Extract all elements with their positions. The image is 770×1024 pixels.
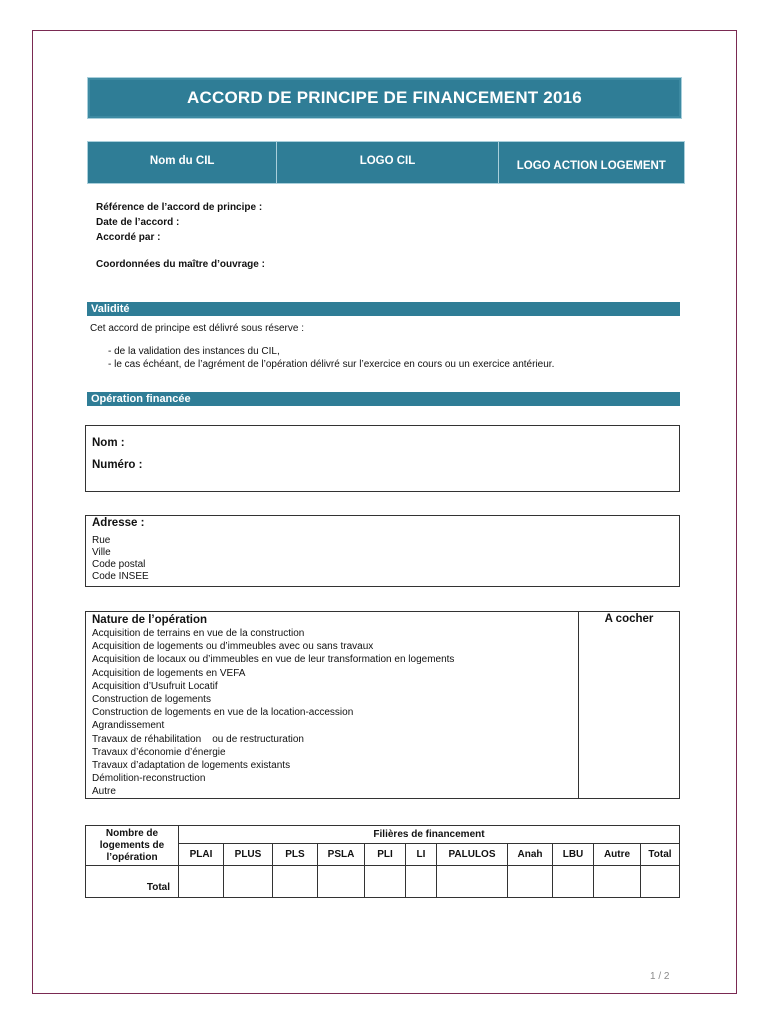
column-header: PLAI	[179, 844, 224, 866]
nature-item: Travaux de réhabilitation ou de restructuration	[92, 733, 304, 745]
financing-group-header: Filières de financement	[179, 826, 680, 844]
nature-item: Acquisition d’Usufruit Locatif	[92, 680, 218, 692]
operation-name-label: Nom :	[92, 437, 125, 449]
cil-name-cell: Nom du CIL	[88, 142, 277, 183]
document-title: ACCORD DE PRINCIPE DE FINANCEMENT 2016	[87, 77, 682, 119]
table-cell[interactable]	[179, 866, 224, 898]
nature-item: Travaux d’adaptation de logements existants	[92, 760, 291, 772]
validity-item: - le cas échéant, de l’agrément de l’opération délivré sur l’exercice en cours ou un exercice antérieur.	[108, 359, 555, 370]
cil-logo-cell: LOGO CIL	[277, 142, 498, 183]
address-line: Rue	[92, 535, 111, 546]
address-box	[85, 515, 680, 587]
address-line: Ville	[92, 547, 111, 558]
column-header: Autre	[594, 844, 641, 866]
validity-item: - de la validation des instances du CIL,	[108, 346, 280, 357]
column-header: PLS	[273, 844, 318, 866]
action-logement-logo-cell: LOGO ACTION LOGEMENT	[516, 159, 666, 172]
operation-nature-table	[85, 611, 680, 799]
column-header: Anah	[508, 844, 553, 866]
nature-item: Construction de logements en vue de la location-accession	[92, 707, 354, 719]
check-column[interactable]	[579, 612, 679, 798]
table-cell[interactable]	[318, 866, 365, 898]
address-line: Code postal	[92, 559, 146, 570]
validity-section-heading: Validité	[87, 302, 680, 316]
column-header: PSLA	[318, 844, 365, 866]
date-label: Date de l’accord :	[96, 217, 180, 228]
table-cell[interactable]	[224, 866, 273, 898]
header-row	[87, 141, 685, 184]
nature-item: Travaux d’économie d’énergie	[92, 746, 226, 758]
total-row-label: Total	[86, 866, 179, 898]
nature-item: Autre	[92, 786, 116, 798]
operation-section-heading: Opération financée	[87, 392, 680, 406]
address-heading: Adresse :	[92, 517, 145, 529]
column-header: PLI	[365, 844, 406, 866]
reference-label: Référence de l’accord de principe :	[96, 202, 263, 213]
table-cell[interactable]	[406, 866, 437, 898]
reference-block	[96, 200, 262, 245]
column-header: LBU	[553, 844, 594, 866]
table-cell[interactable]	[437, 866, 508, 898]
table-cell[interactable]	[508, 866, 553, 898]
column-header: PLUS	[224, 844, 273, 866]
page-number: 1 / 2	[650, 971, 670, 982]
column-header: Total	[641, 844, 680, 866]
column-header: LI	[406, 844, 437, 866]
table-cell[interactable]	[641, 866, 680, 898]
operation-box	[85, 425, 680, 492]
financing-table	[85, 825, 680, 898]
check-column-heading: A cocher	[604, 613, 654, 625]
nature-item: Agrandissement	[92, 720, 165, 732]
address-line: Code INSEE	[92, 571, 149, 582]
operation-number-label: Numéro :	[92, 459, 143, 471]
nature-item: Acquisition de logements ou d’immeubles avec ou sans travaux	[92, 641, 374, 653]
owner-contact-label: Coordonnées du maître d’ouvrage :	[96, 259, 265, 270]
nature-list	[86, 612, 579, 798]
validity-list	[108, 345, 554, 371]
table-cell[interactable]	[553, 866, 594, 898]
validity-intro: Cet accord de principe est délivré sous réserve :	[90, 323, 304, 334]
housing-count-header: Nombre de logements de l’opération	[86, 826, 179, 866]
nature-item: Construction de logements	[92, 694, 211, 706]
column-header: PALULOS	[437, 844, 508, 866]
table-cell[interactable]	[594, 866, 641, 898]
nature-item: Acquisition de logements en VEFA	[92, 667, 246, 679]
nature-item: Acquisition de terrains en vue de la construction	[92, 628, 305, 639]
granted-by-label: Accordé par :	[96, 232, 161, 243]
nature-heading: Nature de l’opération	[92, 614, 208, 626]
table-cell[interactable]	[273, 866, 318, 898]
nature-item: Démolition-reconstruction	[92, 773, 206, 785]
nature-item: Acquisition de locaux ou d’immeubles en vue de leur transformation en logements	[92, 654, 455, 666]
table-cell[interactable]	[365, 866, 406, 898]
